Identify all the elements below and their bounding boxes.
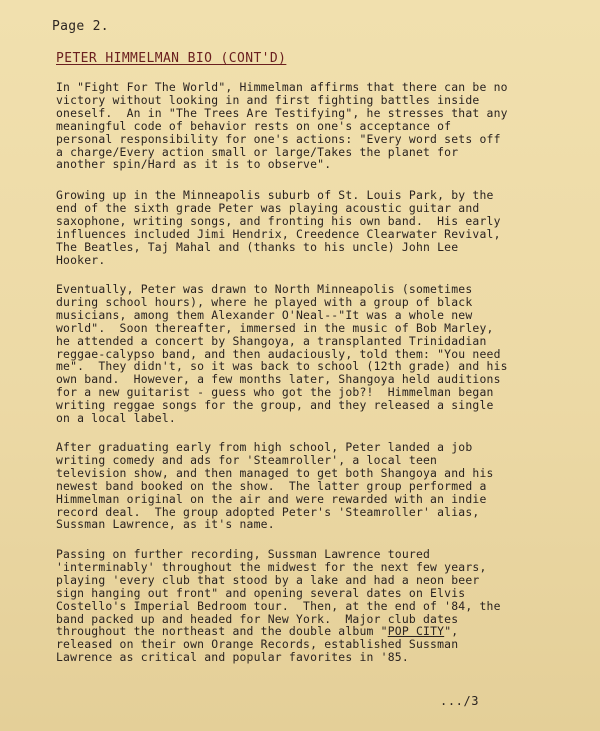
text-line: playing 'every club that stood by a lake and had a neon beer <box>56 572 480 587</box>
text-line: oneself. An in "The Trees Are Testifying", he stresses that any <box>56 105 508 120</box>
text-line: end of the sixth grade Peter was playing acoustic guitar and <box>56 200 480 215</box>
text-line: another spin/Hard as it is to observe". <box>56 157 332 172</box>
text-line: influences included Jimi Hendrix, Creedence Clearwater Revival, <box>56 226 501 241</box>
text-line: sign hanging out front" and opening several dates on Elvis <box>56 585 466 600</box>
text-line: Growing up in the Minneapolis suburb of St. Louis Park, by the <box>56 188 494 202</box>
line-prefix: throughout the northeast and the double album " <box>56 624 388 639</box>
paragraph-1 <box>56 81 588 171</box>
text-line: 'interminably' throughout the midwest for the next few years, <box>56 559 487 574</box>
text-line: Passing on further recording, Sussman Lawrence toured <box>56 547 431 561</box>
text-line: a charge/Every action small or large/Takes the planet for <box>56 144 459 159</box>
text-line: The Beatles, Taj Mahal and (thanks to his uncle) John Lee <box>56 239 459 254</box>
text-line: he attended a concert by Shangoya, a transplanted Trinidadian <box>56 333 487 348</box>
continuation-marker: .../3 <box>440 694 480 708</box>
text-line: newest band booked on the show. The latter group performed a <box>56 478 487 493</box>
text-line: Himmelman original on the air and were rewarded with an indie <box>56 491 487 506</box>
text-line: band packed up and headed for New York. Major club dates <box>56 611 459 626</box>
text-line: record deal. The group adopted Peter's 'Steamroller' alias, <box>56 504 480 519</box>
line-suffix: ", <box>444 624 459 639</box>
text-line: In "Fight For The World", Himmelman affirms that there can be no <box>56 80 508 94</box>
document-title: PETER HIMMELMAN BIO (CONT'D) <box>56 51 287 66</box>
text-line: television show, and then managed to get both Shangoya and his <box>56 465 494 480</box>
paragraph-5 <box>56 548 588 664</box>
text-line: during school hours), where he played with a group of black <box>56 294 473 309</box>
text-line: Lawrence as critical and popular favorites in '85. <box>56 650 409 665</box>
text-line: me". They didn't, so it was back to school (12th grade) and his <box>56 359 508 374</box>
text-line: musicians, among them Alexander O'Neal--"It was a whole new <box>56 307 473 322</box>
text-line: world". Soon thereafter, immersed in the music of Bob Marley, <box>56 320 494 335</box>
text-line: Hooker. <box>56 252 106 267</box>
text-line: released on their own Orange Records, established Sussman <box>56 637 459 652</box>
text-line: victory without looking in and first fighting battles inside <box>56 92 480 107</box>
text-line: personal responsibility for one's actions: "Every word sets off <box>56 131 501 146</box>
text-line: Eventually, Peter was drawn to North Minneapolis (sometimes <box>56 282 473 296</box>
text-line: reggae-calypso band, and then audaciously, told them: "You need <box>56 346 501 361</box>
text-line: After graduating early from high school, Peter landed a job <box>56 440 473 454</box>
page-number: Page 2. <box>52 19 109 34</box>
text-line: own band. However, a few months later, Shangoya held auditions <box>56 372 501 387</box>
text-line: meaningful code of behavior rests on one's acceptance of <box>56 118 452 133</box>
album-title: POP CITY <box>387 624 445 639</box>
text-line: on a local label. <box>56 411 176 426</box>
text-line: for a new guitarist - guess who got the job?! Himmelman began <box>56 385 494 400</box>
text-line: saxophone, writing songs, and fronting his own band. His early <box>56 213 501 228</box>
paragraph-3 <box>56 283 588 425</box>
text-line: writing comedy and ads for 'Steamroller', a local teen <box>56 452 438 467</box>
text-line: Sussman Lawrence, as it's name. <box>56 517 275 532</box>
paragraph-4 <box>56 441 588 531</box>
text-line: writing reggae songs for the group, and they released a single <box>56 398 494 413</box>
text-line: Costello's Imperial Bedroom tour. Then, at the end of '84, the <box>56 598 501 613</box>
paragraph-2 <box>56 189 588 266</box>
